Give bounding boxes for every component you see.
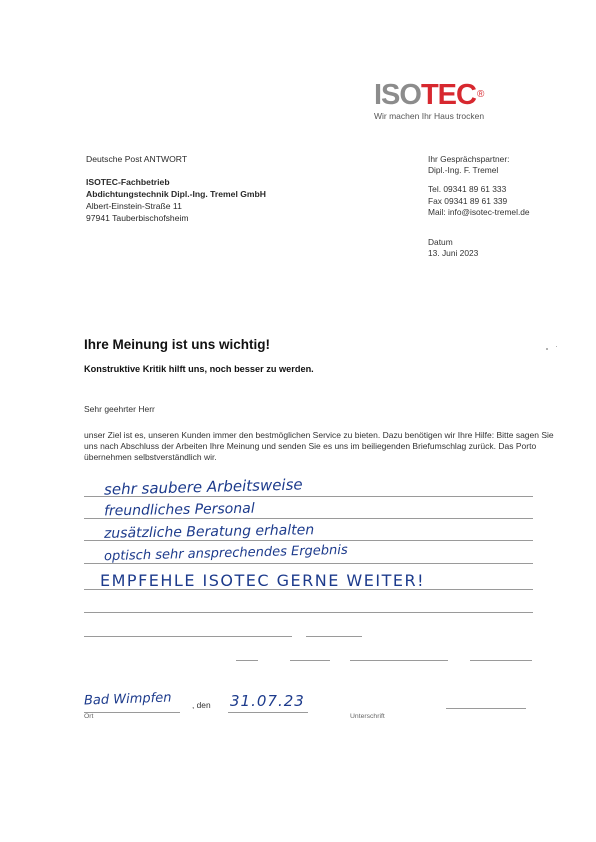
handwritten-feedback-line: EMPFEHLE ISOTEC GERNE WEITER!	[100, 571, 425, 590]
contact-label: Ihr Gesprächspartner:	[428, 154, 510, 164]
ruled-line	[84, 563, 533, 564]
postal-note: Deutsche Post ANTWORT	[86, 154, 188, 164]
recipient-city: 97941 Tauberbischofsheim	[86, 213, 189, 223]
registered-mark: ®	[476, 89, 484, 100]
handwritten-date: 31.07.23	[230, 692, 305, 710]
logo-wordmark	[374, 80, 524, 110]
ruled-line	[350, 660, 448, 661]
scan-speck	[546, 348, 548, 350]
logo-iso: ISO	[374, 79, 421, 111]
logo-tagline: Wir machen Ihr Haus trocken	[374, 111, 485, 121]
body-paragraph: unser Ziel ist es, unseren Kunden immer den bestmöglichen Service zu bieten. Dazu benötigen wir Ihre Hilfe: Bitte sagen Sie uns nach Abschluss der Arbeiten Ihre Meinung und senden Sie es uns im beiliegenden Briefumschlag zurück. Das Porto übernehmen selbstverständlich wir.	[84, 430, 554, 463]
ruled-line	[306, 636, 362, 637]
contact-tel: Tel. 09341 89 61 333	[428, 184, 507, 194]
contact-mail: Mail: info@isotec-tremel.de	[428, 207, 530, 217]
ruled-line	[290, 660, 330, 661]
signature-caption: Unterschrift	[350, 713, 385, 720]
handwritten-feedback-line: sehr saubere Arbeitsweise	[103, 475, 303, 499]
den-label: , den	[192, 700, 211, 710]
date-label: Datum	[428, 237, 453, 247]
recipient-company-1: ISOTEC-Fachbetrieb	[86, 177, 170, 187]
date-value: 13. Juni 2023	[428, 248, 479, 258]
handwritten-feedback-line: optisch sehr ansprechendes Ergebnis	[103, 542, 348, 565]
ruled-line	[470, 660, 532, 661]
ruled-line	[84, 636, 292, 637]
date-line	[228, 712, 308, 713]
logo-tec: TEC	[420, 79, 476, 111]
handwritten-feedback-line: zusätzliche Beratung erhalten	[103, 522, 315, 542]
contact-name: Dipl.-Ing. F. Tremel	[428, 165, 499, 175]
ruled-line	[236, 660, 258, 661]
handwritten-feedback-line: freundliches Personal	[103, 500, 255, 520]
signature-line	[446, 708, 526, 709]
isotec-logo	[374, 80, 524, 121]
salutation: Sehr geehrter Herr	[84, 404, 155, 414]
contact-fax: Fax 09341 89 61 339	[428, 196, 508, 206]
page-heading: Ihre Meinung ist uns wichtig!	[84, 337, 271, 352]
page-subheading: Konstruktive Kritik hilft uns, noch besser zu werden.	[84, 364, 314, 374]
recipient-company-2: Abdichtungstechnik Dipl.-Ing. Tremel GmbH	[86, 189, 267, 199]
ruled-line	[84, 612, 533, 613]
handwritten-place: Bad Wimpfen	[83, 690, 172, 709]
place-caption: Ort	[84, 713, 94, 720]
scan-speck	[556, 346, 557, 347]
place-line	[84, 712, 180, 713]
recipient-street: Albert-Einstein-Straße 11	[86, 201, 182, 211]
